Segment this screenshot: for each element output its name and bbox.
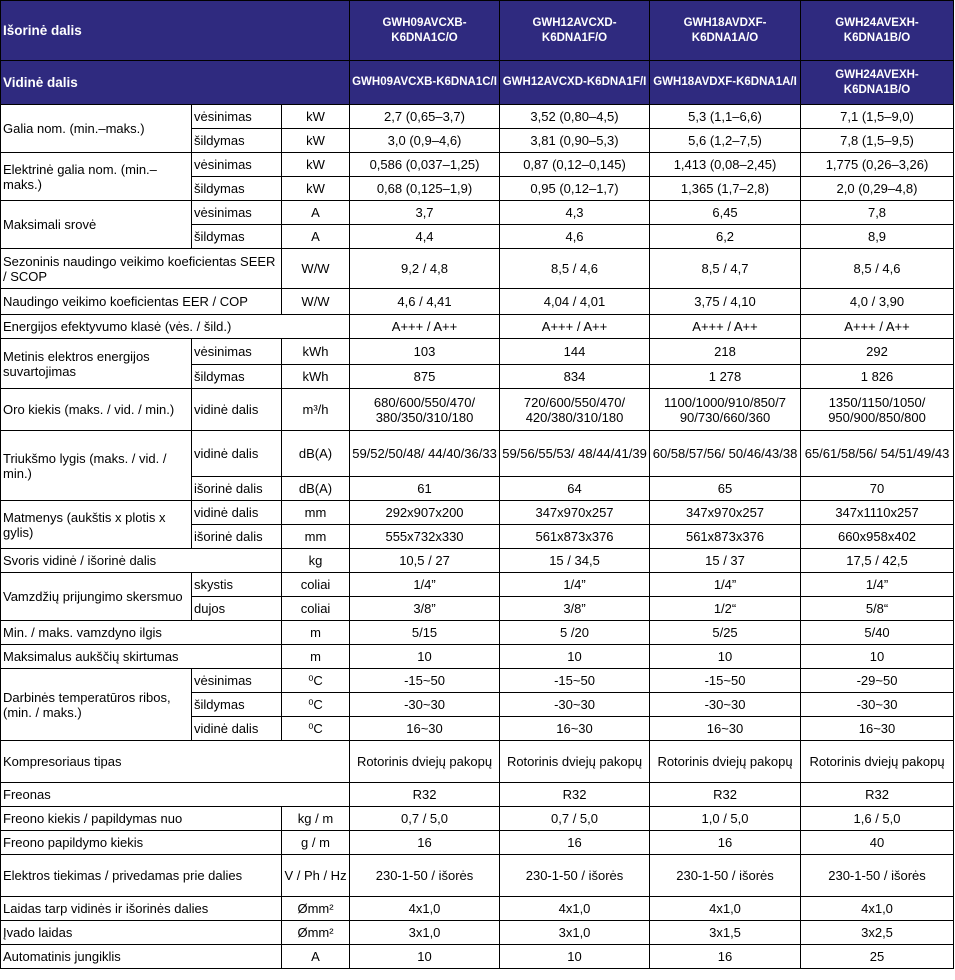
row-unit: coliai bbox=[282, 597, 350, 621]
row-sub-label: išorinė dalis bbox=[192, 477, 282, 501]
value-cell: 4x1,0 bbox=[801, 897, 954, 921]
row-unit: kWh bbox=[282, 365, 350, 389]
value-cell: -30~30 bbox=[801, 693, 954, 717]
value-cell: 4x1,0 bbox=[500, 897, 650, 921]
value-cell: 0,586 (0,037–1,25) bbox=[350, 153, 500, 177]
value-cell: 15 / 37 bbox=[650, 549, 801, 573]
value-cell: 680/600/550/470/ 380/350/310/180 bbox=[350, 389, 500, 431]
value-cell: 144 bbox=[500, 339, 650, 365]
value-cell: A+++ / A++ bbox=[500, 315, 650, 339]
row-label: Oro kiekis (maks. / vid. / min.) bbox=[1, 389, 192, 431]
row-unit: mm bbox=[282, 525, 350, 549]
outdoor-unit-label: Išorinė dalis bbox=[1, 1, 350, 61]
value-cell: 347x970x257 bbox=[500, 501, 650, 525]
row-unit: V / Ph / Hz bbox=[282, 855, 350, 897]
header-row-indoor bbox=[1, 61, 954, 105]
value-cell: 10 bbox=[650, 645, 801, 669]
table-row bbox=[1, 741, 954, 783]
value-cell: 2,0 (0,29–4,8) bbox=[801, 177, 954, 201]
table-row bbox=[1, 921, 954, 945]
value-cell: R32 bbox=[350, 783, 500, 807]
value-cell: 4,3 bbox=[500, 201, 650, 225]
row-unit: W/W bbox=[282, 249, 350, 289]
value-cell: 3/8” bbox=[500, 597, 650, 621]
value-cell: 1/2“ bbox=[650, 597, 801, 621]
value-cell: 1,6 / 5,0 bbox=[801, 807, 954, 831]
row-unit: coliai bbox=[282, 573, 350, 597]
value-cell: 16~30 bbox=[650, 717, 801, 741]
row-sub-label: vėsinimas bbox=[192, 339, 282, 365]
value-cell: 3/8” bbox=[350, 597, 500, 621]
row-sub-label: vėsinimas bbox=[192, 201, 282, 225]
value-cell: 3,81 (0,90–5,3) bbox=[500, 129, 650, 153]
row-sub-label: išorinė dalis bbox=[192, 525, 282, 549]
value-cell: 1,413 (0,08–2,45) bbox=[650, 153, 801, 177]
value-cell: 65/61/58/56/ 54/51/49/43 bbox=[801, 431, 954, 477]
row-label: Vamzdžių prijungimo skersmuo bbox=[1, 573, 192, 621]
row-label: Energijos efektyvumo klasė (vės. / šild.) bbox=[1, 315, 350, 339]
row-unit: kWh bbox=[282, 339, 350, 365]
row-unit: ⁰C bbox=[282, 693, 350, 717]
row-unit: kW bbox=[282, 177, 350, 201]
value-cell: 347x1110x257 bbox=[801, 501, 954, 525]
value-cell: 16 bbox=[500, 831, 650, 855]
table-row bbox=[1, 549, 954, 573]
row-label: Sezoninis naudingo veikimo koeficientas SEER / SCOP bbox=[1, 249, 282, 289]
value-cell: 4,6 bbox=[500, 225, 650, 249]
table-row bbox=[1, 855, 954, 897]
value-cell: 103 bbox=[350, 339, 500, 365]
value-cell: A+++ / A++ bbox=[801, 315, 954, 339]
value-cell: 4x1,0 bbox=[350, 897, 500, 921]
value-cell: 1,775 (0,26–3,26) bbox=[801, 153, 954, 177]
table-row bbox=[1, 105, 954, 129]
value-cell: A+++ / A++ bbox=[650, 315, 801, 339]
value-cell: 8,5 / 4,7 bbox=[650, 249, 801, 289]
value-cell: 555x732x330 bbox=[350, 525, 500, 549]
indoor-model-2: GWH12AVCXD-K6DNA1F/I bbox=[500, 61, 650, 105]
value-cell: 16 bbox=[350, 831, 500, 855]
row-sub-label: šildymas bbox=[192, 225, 282, 249]
row-label: Freono kiekis / papildymas nuo bbox=[1, 807, 282, 831]
row-unit: kg bbox=[282, 549, 350, 573]
value-cell: 59/52/50/48/ 44/40/36/33 bbox=[350, 431, 500, 477]
value-cell: Rotorinis dviejų pakopų bbox=[801, 741, 954, 783]
value-cell: 60/58/57/56/ 50/46/43/38 bbox=[650, 431, 801, 477]
value-cell: 218 bbox=[650, 339, 801, 365]
value-cell: 1/4” bbox=[350, 573, 500, 597]
row-sub-label: šildymas bbox=[192, 365, 282, 389]
row-label: Triukšmo lygis (maks. / vid. / min.) bbox=[1, 431, 192, 501]
row-label: Freono papildymo kiekis bbox=[1, 831, 282, 855]
row-label: Automatinis jungiklis bbox=[1, 945, 282, 969]
value-cell: 16~30 bbox=[500, 717, 650, 741]
value-cell: 1100/1000/910/850/7 90/730/660/360 bbox=[650, 389, 801, 431]
value-cell: 6,45 bbox=[650, 201, 801, 225]
value-cell: 1/4” bbox=[801, 573, 954, 597]
row-unit: kg / m bbox=[282, 807, 350, 831]
row-unit: Ømm² bbox=[282, 897, 350, 921]
row-sub-label: šildymas bbox=[192, 177, 282, 201]
value-cell: 16~30 bbox=[801, 717, 954, 741]
value-cell: Rotorinis dviejų pakopų bbox=[500, 741, 650, 783]
indoor-model-4: GWH24AVEXH-K6DNA1B/O bbox=[801, 61, 954, 105]
value-cell: 16~30 bbox=[350, 717, 500, 741]
value-cell: 25 bbox=[801, 945, 954, 969]
table-row bbox=[1, 807, 954, 831]
row-unit: m³/h bbox=[282, 389, 350, 431]
value-cell: 7,8 (1,5–9,5) bbox=[801, 129, 954, 153]
row-label: Laidas tarp vidinės ir išorinės dalies bbox=[1, 897, 282, 921]
table-row bbox=[1, 249, 954, 289]
value-cell: 3,52 (0,80–4,5) bbox=[500, 105, 650, 129]
table-row bbox=[1, 897, 954, 921]
table-row bbox=[1, 201, 954, 225]
row-label: Min. / maks. vamzdyno ilgis bbox=[1, 621, 282, 645]
row-unit: dB(A) bbox=[282, 477, 350, 501]
table-row bbox=[1, 501, 954, 525]
value-cell: 10 bbox=[801, 645, 954, 669]
value-cell: 1,365 (1,7–2,8) bbox=[650, 177, 801, 201]
row-label: Elektrinė galia nom. (min.–maks.) bbox=[1, 153, 192, 201]
value-cell: 347x970x257 bbox=[650, 501, 801, 525]
row-label: Galia nom. (min.–maks.) bbox=[1, 105, 192, 153]
table-row bbox=[1, 831, 954, 855]
table-row bbox=[1, 621, 954, 645]
row-label: Maksimali srovė bbox=[1, 201, 192, 249]
value-cell: 0,7 / 5,0 bbox=[500, 807, 650, 831]
row-sub-label: vėsinimas bbox=[192, 153, 282, 177]
value-cell: 3x1,0 bbox=[500, 921, 650, 945]
value-cell: 0,7 / 5,0 bbox=[350, 807, 500, 831]
value-cell: 10 bbox=[350, 945, 500, 969]
row-sub-label: vidinė dalis bbox=[192, 431, 282, 477]
value-cell: 3,7 bbox=[350, 201, 500, 225]
table-row bbox=[1, 945, 954, 969]
table-row bbox=[1, 339, 954, 365]
value-cell: 5/8“ bbox=[801, 597, 954, 621]
value-cell: 561x873x376 bbox=[650, 525, 801, 549]
value-cell: 292x907x200 bbox=[350, 501, 500, 525]
value-cell: 7,8 bbox=[801, 201, 954, 225]
row-label: Freonas bbox=[1, 783, 350, 807]
value-cell: 16 bbox=[650, 831, 801, 855]
value-cell: 10 bbox=[500, 945, 650, 969]
value-cell: 8,5 / 4,6 bbox=[801, 249, 954, 289]
value-cell: 1350/1150/1050/ 950/900/850/800 bbox=[801, 389, 954, 431]
value-cell: 70 bbox=[801, 477, 954, 501]
value-cell: R32 bbox=[650, 783, 801, 807]
value-cell: 5,3 (1,1–6,6) bbox=[650, 105, 801, 129]
value-cell: 230-1-50 / išorės bbox=[650, 855, 801, 897]
row-unit: A bbox=[282, 225, 350, 249]
value-cell: 3,0 (0,9–4,6) bbox=[350, 129, 500, 153]
value-cell: 6,2 bbox=[650, 225, 801, 249]
row-label: Elektros tiekimas / privedamas prie dalies bbox=[1, 855, 282, 897]
row-label: Matmenys (aukštis x plotis x gylis) bbox=[1, 501, 192, 549]
row-unit: kW bbox=[282, 153, 350, 177]
outdoor-model-3: GWH18AVDXF-K6DNA1A/O bbox=[650, 1, 801, 61]
table-row bbox=[1, 389, 954, 431]
value-cell: 2,7 (0,65–3,7) bbox=[350, 105, 500, 129]
row-unit: ⁰C bbox=[282, 717, 350, 741]
row-unit: kW bbox=[282, 129, 350, 153]
value-cell: 1,0 / 5,0 bbox=[650, 807, 801, 831]
table-row bbox=[1, 669, 954, 693]
row-unit: A bbox=[282, 945, 350, 969]
indoor-model-3: GWH18AVDXF-K6DNA1A/I bbox=[650, 61, 801, 105]
value-cell: 230-1-50 / išorės bbox=[801, 855, 954, 897]
value-cell: 4,6 / 4,41 bbox=[350, 289, 500, 315]
value-cell: 0,68 (0,125–1,9) bbox=[350, 177, 500, 201]
value-cell: 40 bbox=[801, 831, 954, 855]
value-cell: 875 bbox=[350, 365, 500, 389]
value-cell: -15~50 bbox=[350, 669, 500, 693]
value-cell: 65 bbox=[650, 477, 801, 501]
row-unit: dB(A) bbox=[282, 431, 350, 477]
value-cell: 5/15 bbox=[350, 621, 500, 645]
row-unit: mm bbox=[282, 501, 350, 525]
value-cell: -30~30 bbox=[500, 693, 650, 717]
value-cell: 5 /20 bbox=[500, 621, 650, 645]
value-cell: 15 / 34,5 bbox=[500, 549, 650, 573]
value-cell: 17,5 / 42,5 bbox=[801, 549, 954, 573]
value-cell: 8,9 bbox=[801, 225, 954, 249]
value-cell: 1/4” bbox=[650, 573, 801, 597]
row-unit: kW bbox=[282, 105, 350, 129]
value-cell: 3x1,5 bbox=[650, 921, 801, 945]
row-unit: m bbox=[282, 621, 350, 645]
table-row bbox=[1, 431, 954, 477]
value-cell: 230-1-50 / išorės bbox=[350, 855, 500, 897]
value-cell: 7,1 (1,5–9,0) bbox=[801, 105, 954, 129]
table-row bbox=[1, 153, 954, 177]
indoor-model-1: GWH09AVCXB-K6DNA1C/I bbox=[350, 61, 500, 105]
value-cell: 561x873x376 bbox=[500, 525, 650, 549]
value-cell: 292 bbox=[801, 339, 954, 365]
value-cell: -15~50 bbox=[650, 669, 801, 693]
row-label: Svoris vidinė / išorinė dalis bbox=[1, 549, 282, 573]
value-cell: -29~50 bbox=[801, 669, 954, 693]
value-cell: 720/600/550/470/ 420/380/310/180 bbox=[500, 389, 650, 431]
value-cell: 4x1,0 bbox=[650, 897, 801, 921]
value-cell: 10 bbox=[350, 645, 500, 669]
indoor-unit-label: Vidinė dalis bbox=[1, 61, 350, 105]
row-label: Įvado laidas bbox=[1, 921, 282, 945]
value-cell: 4,0 / 3,90 bbox=[801, 289, 954, 315]
value-cell: 1 826 bbox=[801, 365, 954, 389]
row-sub-label: vidinė dalis bbox=[192, 389, 282, 431]
value-cell: 5/25 bbox=[650, 621, 801, 645]
row-sub-label: skystis bbox=[192, 573, 282, 597]
table-row bbox=[1, 645, 954, 669]
outdoor-model-4: GWH24AVEXH-K6DNA1B/O bbox=[801, 1, 954, 61]
value-cell: 64 bbox=[500, 477, 650, 501]
row-sub-label: šildymas bbox=[192, 129, 282, 153]
value-cell: 0,87 (0,12–0,145) bbox=[500, 153, 650, 177]
header-row-outdoor bbox=[1, 1, 954, 61]
row-sub-label: vidinė dalis bbox=[192, 717, 282, 741]
value-cell: 9,2 / 4,8 bbox=[350, 249, 500, 289]
value-cell: A+++ / A++ bbox=[350, 315, 500, 339]
row-label: Naudingo veikimo koeficientas EER / COP bbox=[1, 289, 282, 315]
value-cell: 660x958x402 bbox=[801, 525, 954, 549]
value-cell: -30~30 bbox=[650, 693, 801, 717]
row-sub-label: šildymas bbox=[192, 693, 282, 717]
row-label: Maksimalus aukščių skirtumas bbox=[1, 645, 282, 669]
value-cell: 0,95 (0,12–1,7) bbox=[500, 177, 650, 201]
row-sub-label: vėsinimas bbox=[192, 105, 282, 129]
outdoor-model-1: GWH09AVCXB-K6DNA1C/O bbox=[350, 1, 500, 61]
table-row bbox=[1, 289, 954, 315]
value-cell: 59/56/55/53/ 48/44/41/39 bbox=[500, 431, 650, 477]
outdoor-model-2: GWH12AVCXD-K6DNA1F/O bbox=[500, 1, 650, 61]
value-cell: Rotorinis dviejų pakopų bbox=[350, 741, 500, 783]
value-cell: 61 bbox=[350, 477, 500, 501]
value-cell: Rotorinis dviejų pakopų bbox=[650, 741, 801, 783]
table-row bbox=[1, 573, 954, 597]
row-sub-label: vėsinimas bbox=[192, 669, 282, 693]
row-sub-label: vidinė dalis bbox=[192, 501, 282, 525]
row-unit: W/W bbox=[282, 289, 350, 315]
row-label: Kompresoriaus tipas bbox=[1, 741, 350, 783]
value-cell: 10,5 / 27 bbox=[350, 549, 500, 573]
value-cell: 5/40 bbox=[801, 621, 954, 645]
value-cell: -30~30 bbox=[350, 693, 500, 717]
row-unit: g / m bbox=[282, 831, 350, 855]
value-cell: 4,4 bbox=[350, 225, 500, 249]
value-cell: 8,5 / 4,6 bbox=[500, 249, 650, 289]
value-cell: 4,04 / 4,01 bbox=[500, 289, 650, 315]
row-sub-label: dujos bbox=[192, 597, 282, 621]
value-cell: 1 278 bbox=[650, 365, 801, 389]
row-unit: Ømm² bbox=[282, 921, 350, 945]
value-cell: -15~50 bbox=[500, 669, 650, 693]
value-cell: R32 bbox=[500, 783, 650, 807]
value-cell: 1/4” bbox=[500, 573, 650, 597]
table-row bbox=[1, 783, 954, 807]
table-row bbox=[1, 315, 954, 339]
value-cell: 5,6 (1,2–7,5) bbox=[650, 129, 801, 153]
value-cell: 834 bbox=[500, 365, 650, 389]
value-cell: 230-1-50 / išorės bbox=[500, 855, 650, 897]
value-cell: 3x1,0 bbox=[350, 921, 500, 945]
value-cell: 16 bbox=[650, 945, 801, 969]
row-unit: m bbox=[282, 645, 350, 669]
row-unit: A bbox=[282, 201, 350, 225]
value-cell: 3,75 / 4,10 bbox=[650, 289, 801, 315]
value-cell: R32 bbox=[801, 783, 954, 807]
row-unit: ⁰C bbox=[282, 669, 350, 693]
value-cell: 3x2,5 bbox=[801, 921, 954, 945]
value-cell: 10 bbox=[500, 645, 650, 669]
row-label: Darbinės temperatūros ribos, (min. / maks.) bbox=[1, 669, 192, 741]
row-label: Metinis elektros energijos suvartojimas bbox=[1, 339, 192, 389]
